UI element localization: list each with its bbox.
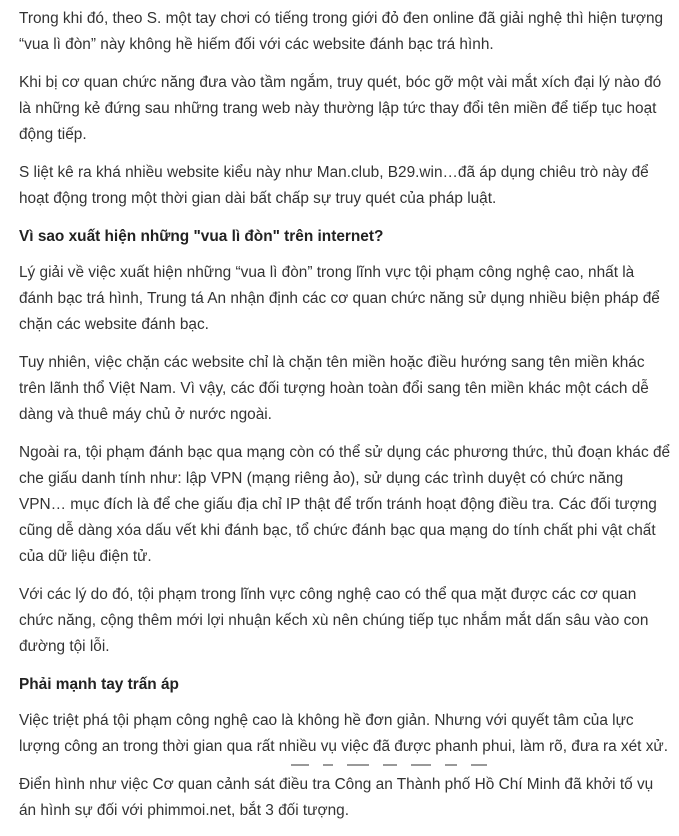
article-body bbox=[19, 6, 671, 836]
article-paragraph: Điển hình như việc Cơ quan cảnh sát điều tra Công an Thành phố Hồ Chí Minh đã khởi tố vụ án hình sự đối với phimmoi.net, bắt 3 đối tượng. bbox=[19, 776, 654, 819]
article-paragraph: S liệt kê ra khá nhiều website kiểu này như Man.club, B29.win…đã áp dụng chiêu trò này để hoạt động trong một thời gian dài bất chấp sự truy quét của pháp luật. bbox=[19, 164, 649, 207]
section-heading: Vì sao xuất hiện những "vua lì đòn" trên internet? bbox=[19, 228, 384, 245]
section-heading: Phải mạnh tay trấn áp bbox=[19, 676, 179, 693]
article-paragraph: Khi bị cơ quan chức năng đưa vào tầm ngắm, truy quét, bóc gỡ một vài mắt xích đại lý nào đó là những kẻ đứng sau những trang web này thường lập tức thay đổi tên miền để tiếp tục hoạt động tiếp. bbox=[19, 74, 662, 143]
article-paragraph: Lý giải về việc xuất hiện những “vua lì đòn” trong lĩnh vực tội phạm công nghệ cao, nhất là đánh bạc trá hình, Trung tá An nhận định các cơ quan chức năng sử dụng nhiều biện pháp để chặn các website đánh bạc. bbox=[19, 264, 660, 333]
article-paragraph: Trong khi đó, theo S. một tay chơi có tiếng trong giới đỏ đen online đã giải nghệ thì hiện tượng “vua lì đòn” này không hề hiếm đối với các website đánh bạc trá hình. bbox=[19, 10, 664, 53]
article-paragraph: Tuy nhiên, việc chặn các website chỉ là chặn tên miền hoặc điều hướng sang tên miền khác trên lãnh thổ Việt Nam. Vì vậy, các đối tượng hoàn toàn đổi sang tên miền khác một cách dễ dàng và thuê máy chủ ở nước ngoài. bbox=[19, 354, 649, 423]
article-paragraph: Với các lý do đó, tội phạm trong lĩnh vực công nghệ cao có thể qua mặt được các cơ quan chức năng, cộng thêm mới lợi nhuận kếch xù nên chúng tiếp tục nhắm mắt dấn sâu vào con đường tội lỗi. bbox=[19, 586, 649, 655]
truncated-text-fragment bbox=[19, 764, 671, 772]
article-paragraph: Ngoài ra, tội phạm đánh bạc qua mạng còn có thể sử dụng các phương thức, thủ đoạn khác để che giấu danh tính như: lập VPN (mạng riêng ảo), sử dụng các trình duyệt có chức năng VPN… mục đích là để che giấu địa chỉ IP thật để trốn tránh hoạt động điều tra. Các đối tượng cũng dễ dàng xóa dấu vết khi đánh bạc, tổ chức đánh bạc qua mạng do tính chất phi vật chất của dữ liệu điện tử. bbox=[19, 444, 671, 565]
article-paragraph: Việc triệt phá tội phạm công nghệ cao là không hề đơn giản. Nhưng với quyết tâm của lực lượng công an trong thời gian qua rất nhiều vụ việc đã được phanh phui, làm rõ, đưa ra xét xử. bbox=[19, 712, 669, 755]
